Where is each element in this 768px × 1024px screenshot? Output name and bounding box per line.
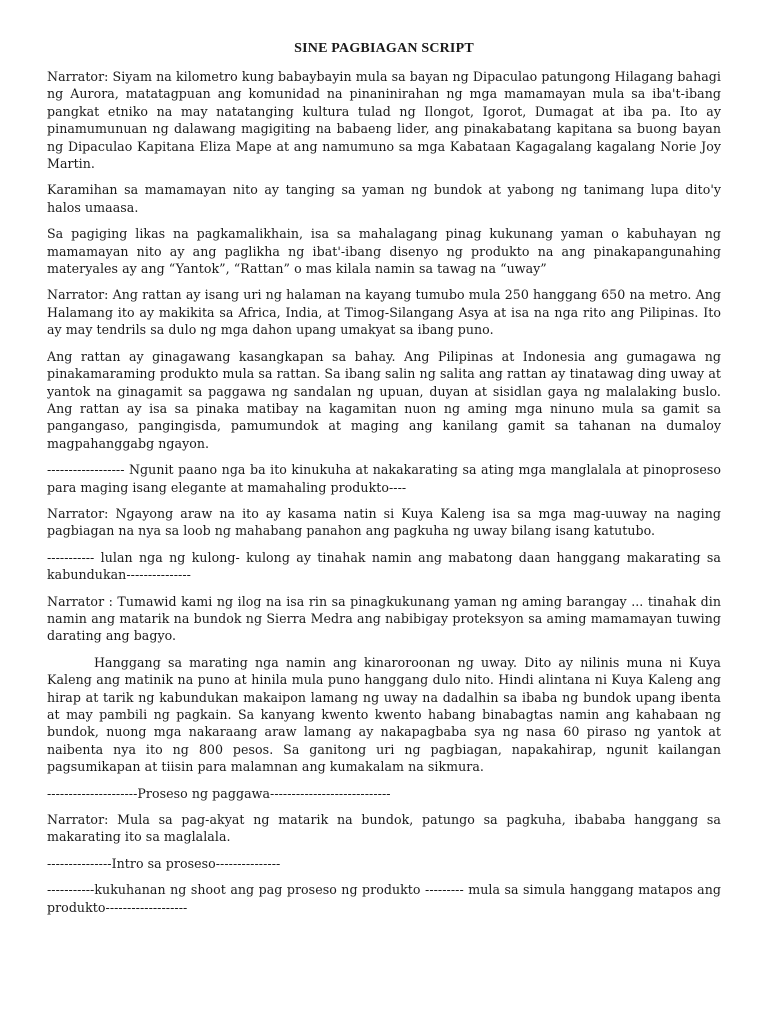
paragraph-journey-note: ----------- lulan nga ng kulong- kulong ay tinahak namin ang mabatong daan hanggang makarating sa kabundukan--------------- bbox=[47, 549, 721, 583]
paragraph-narrator-process: Narrator: Mula sa pag-akyat ng matarik na bundok, patungo sa pagkuha, ibababa hanggang sa makarating ito sa maglalala. bbox=[47, 812, 721, 845]
paragraph-narrator-intro: Narrator: Siyam na kilometro kung babaybayin mula sa bayan ng Dipaculao patungong Hilagang bahagi ng Aurora, matatagpuan ang komunidad na pinaninirahan ng mga mamamayan mula sa iba't-ibang pangkat etniko na may natatanging kultura tulad ng Ilongot, Igorot, Dumagat at iba pa. Ito ay pinamumunuan ng dalawang magigiting na babaeng lider, ang pinakabatang kapitana sa buong bayan ng Dipaculao Kapitana Eliza Mape at ang namumuno sa mga Kabataan Kagagalang kagalang Norie Joy Martin. bbox=[47, 69, 721, 172]
paragraph-livelihood: Karamihan sa mamamayan nito ay tanging sa yaman ng bundok at yabong ng tanimang lupa dito'y halos umaasa. bbox=[47, 182, 721, 215]
paragraph-rattan-definition: Narrator: Ang rattan ay isang uri ng halaman na kayang tumubo mula 250 hanggang 650 na metro. Ang Halamang ito ay makikita sa Africa, India, at Timog-Silangang Asya at isa na nga rito ang Pilipinas. Ito ay may tendrils sa dulo ng mga dahon upang umakyat sa ibang puno. bbox=[47, 287, 721, 338]
paragraph-shoot-note: -----------kukuhanan ng shoot ang pag proseso ng produkto --------- mula sa simula hanggang matapos ang produkto------------------- bbox=[47, 882, 721, 915]
paragraph-harvest-story: Hanggang sa marating nga namin ang kinaroroonan ng uway. Dito ay nilinis muna ni Kuya Kaleng ang matinik na puno at hinila mula puno hanggang dulo nito. Hindi alintana ni Kuya Kaleng ang hirap at tarik ng kabundukan makaipon lamang ng uway na dadalhin sa ibaba ng bundok upang ibenta at may pambili ng pagkain. Sa kanyang kwento kwento habang binabagtas namin ang kahabaan ng bundok, nuong mga nakaraang araw lamang ay nakapagbaba sya ng nasa 60 piraso ng yantok at naibenta nya ito ng 800 pesos. Sa ganitong uri ng pagbiagan, napakahirap, ngunit kailangan pagsumikapan at tiisin para malamnan ang kumakalam na sikmura. bbox=[47, 654, 721, 775]
paragraph-intro-process: ---------------Intro sa proseso--------------- bbox=[47, 855, 281, 871]
paragraph-river-crossing: Narrator : Tumawid kami ng ilog na isa rin sa pinagkukunang yaman ng aming barangay ... tinahak din namin ang matarik na bundok ng Sierra Medra ang nabibigay proteksyon sa aming mamamayan tuwing darating ang bagyo. bbox=[47, 593, 721, 644]
paragraph-transition-question: ------------------ Ngunit paano nga ba ito kinukuha at nakakarating sa ating mga manglalala at pinoproseso para maging isang elegante at mamahaling produkto---- bbox=[47, 462, 721, 495]
paragraph-process-heading: ---------------------Proseso ng paggawa---------------------------- bbox=[47, 785, 391, 801]
paragraph-rattan-uses: Ang rattan ay ginagawang kasangkapan sa bahay. Ang Pilipinas at Indonesia ang gumagawa ng pinakamaraming produkto mula sa rattan. Sa ibang salin ng salita ang rattan ay tinatawag ding uway at yantok na ginagamit sa paggawa ng sandalan ng upuan, duyan at sisidlan gaya ng malalaking buslo. Ang rattan ay isa sa pinaka matibay na kagamitan nuon ng aming mga ninuno mula sa gamit sa pangangaso, pangingisda, pamumundok at maging ang kanilang gamit sa tahanan na dumaloy magpahanggabg ngayon. bbox=[47, 348, 721, 451]
paragraph-kuya-kaleng: Narrator: Ngayong araw na ito ay kasama natin si Kuya Kaleng isa sa mga mag-uuway na naging pagbiagan na nya sa loob ng mahabang panahon ang pagkuha ng uway bilang isang katutubo. bbox=[47, 505, 721, 539]
document-title: SINE PAGBIAGAN SCRIPT bbox=[294, 41, 474, 56]
paragraph-materials: Sa pagiging likas na pagkamalikhain, isa sa mahalagang pinag kukunang yaman o kabuhayan ng mamamayan nito ay ang paglikha ng ibat'-ibang disenyo ng produkto na ang pinakapangunahing materyales ay ang “Yantok”, “Rattan” o mas kilala namin sa tawag na “uway” bbox=[47, 226, 721, 277]
